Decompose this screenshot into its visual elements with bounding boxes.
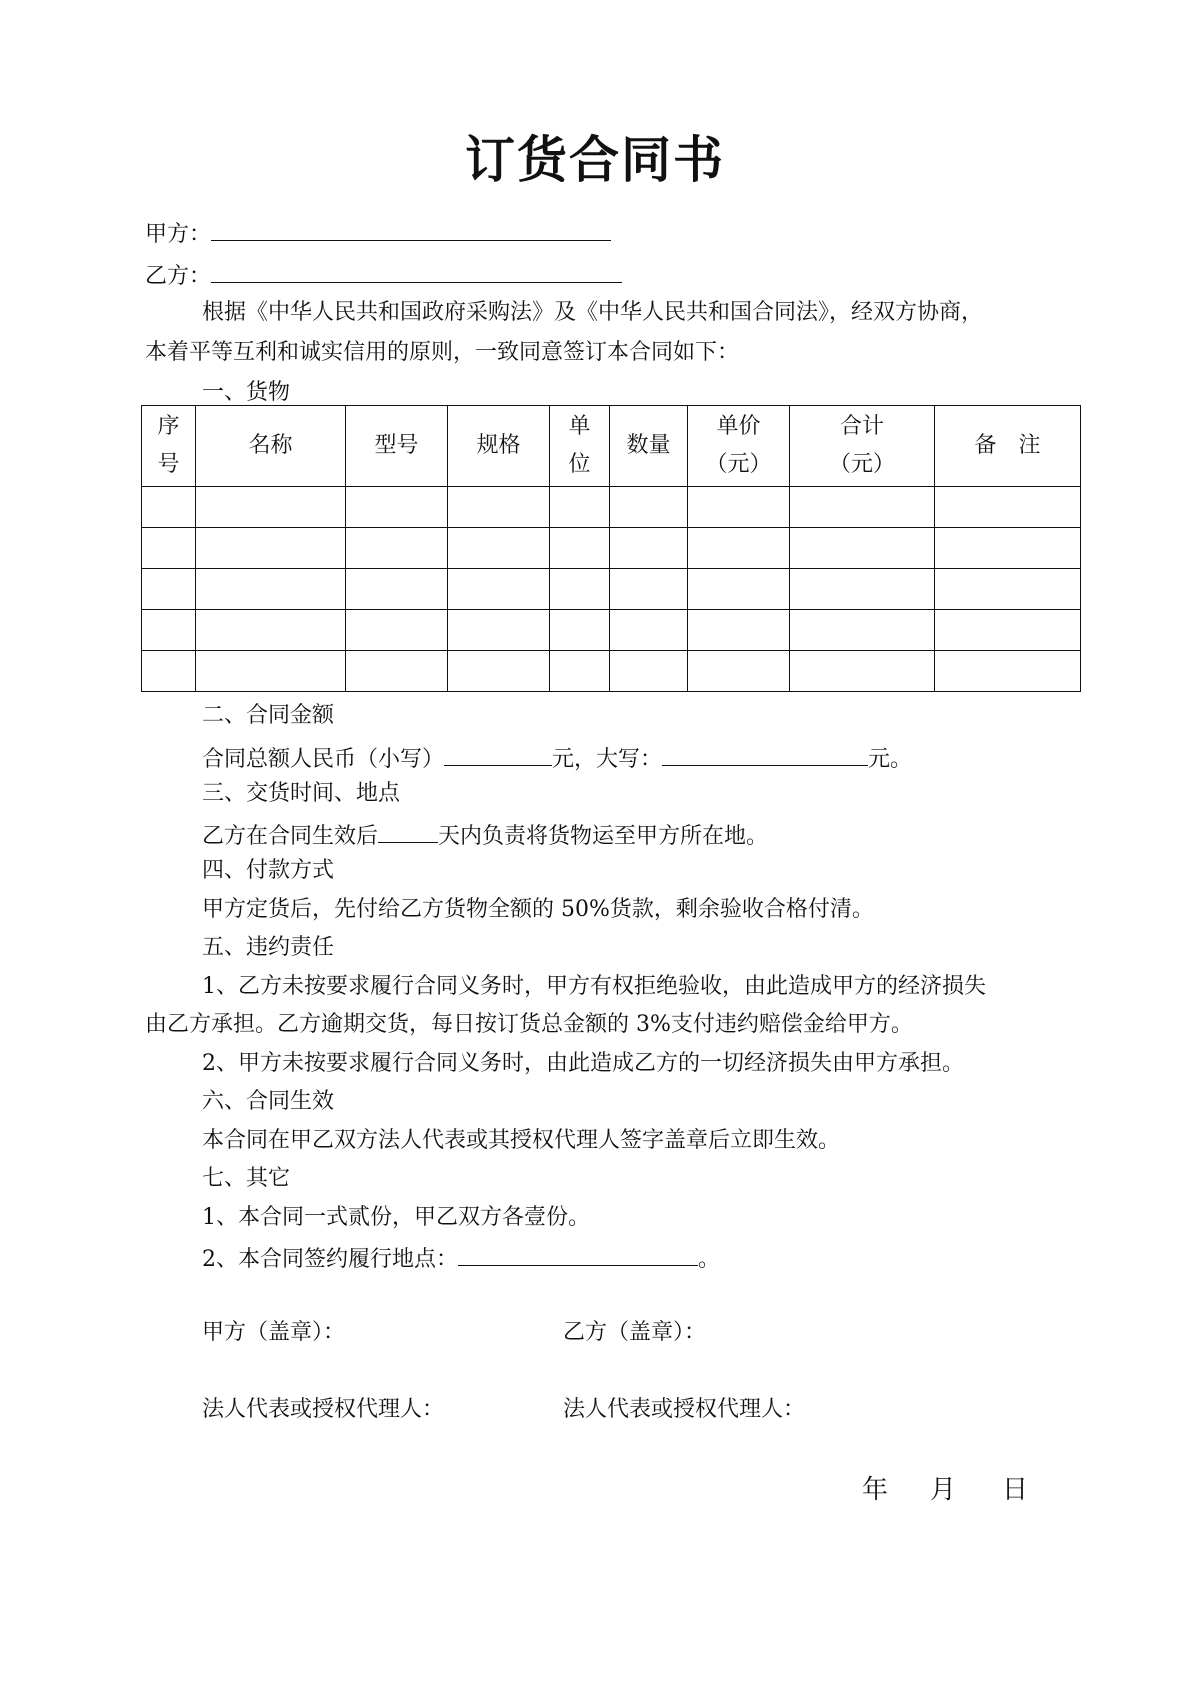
amount-words-field[interactable] <box>662 745 868 766</box>
table-cell[interactable] <box>448 487 550 528</box>
table-cell[interactable] <box>610 610 688 651</box>
header-price: 单价 （元） <box>688 406 790 487</box>
party-b-field[interactable] <box>211 262 622 283</box>
party-a-label: 甲方： <box>145 222 212 247</box>
delivery-days-field[interactable] <box>378 822 438 843</box>
intro-line-1: 根据《中华人民共和国政府采购法》及《中华人民共和国合同法》，经双方协商， <box>202 300 984 325</box>
table-cell[interactable] <box>196 651 346 692</box>
date-month-label: 月 <box>930 1475 957 1505</box>
other-clause-1: 1、本合同一式贰份，甲乙双方各壹份。 <box>202 1205 590 1230</box>
table-cell[interactable] <box>550 651 610 692</box>
delivery-line <box>202 822 768 848</box>
delivery-prefix: 乙方在合同生效后 <box>202 824 379 849</box>
breach-clause-2: 2、甲方未按要求履行合同义务时，由此造成乙方的一切经济损失由甲方承担。 <box>202 1051 964 1076</box>
other-clause-2-suffix: 。 <box>698 1247 721 1272</box>
table-cell[interactable] <box>550 569 610 610</box>
table-cell[interactable] <box>790 610 935 651</box>
intro-line-2: 本着平等互利和诚实信用的原则，一致同意签订本合同如下： <box>145 340 740 365</box>
table-cell[interactable] <box>790 487 935 528</box>
table-cell[interactable] <box>790 651 935 692</box>
payment-text: 甲方定货后，先付给乙方货物全额的 50%货款，剩余验收合格付清。 <box>202 897 874 922</box>
section-goods-title: 一、货物 <box>202 380 291 405</box>
document-title: 订货合同书 <box>465 130 725 189</box>
table-cell[interactable] <box>448 651 550 692</box>
table-cell[interactable] <box>346 651 448 692</box>
table-cell[interactable] <box>550 528 610 569</box>
effect-text: 本合同在甲乙双方法人代表或其授权代理人签字盖章后立即生效。 <box>202 1128 841 1153</box>
table-cell[interactable] <box>448 528 550 569</box>
table-cell[interactable] <box>610 487 688 528</box>
breach-clause-1-line-1: 1、乙方未按要求履行合同义务时，甲方有权拒绝验收，由此造成甲方的经济损失 <box>202 974 986 999</box>
goods-table <box>141 405 1081 692</box>
section-effect-title: 六、合同生效 <box>202 1089 335 1114</box>
table-cell[interactable] <box>448 569 550 610</box>
table-row <box>142 528 1081 569</box>
other-clause-2 <box>202 1245 720 1271</box>
table-row <box>142 651 1081 692</box>
date-year-label: 年 <box>862 1475 889 1505</box>
table-cell[interactable] <box>448 610 550 651</box>
table-cell[interactable] <box>610 651 688 692</box>
section-delivery-title: 三、交货时间、地点 <box>202 781 401 806</box>
amount-line <box>202 745 912 771</box>
table-cell[interactable] <box>346 569 448 610</box>
table-cell[interactable] <box>196 610 346 651</box>
header-model: 型号 <box>346 406 448 487</box>
amount-prefix: 合同总额人民币（小写） <box>202 747 445 772</box>
table-cell[interactable] <box>688 610 790 651</box>
table-cell[interactable] <box>688 487 790 528</box>
header-total: 合计 （元） <box>790 406 935 487</box>
party-a-line <box>145 220 611 246</box>
table-cell[interactable] <box>196 569 346 610</box>
table-cell[interactable] <box>346 487 448 528</box>
header-qty: 数量 <box>610 406 688 487</box>
table-cell[interactable] <box>550 610 610 651</box>
table-cell[interactable] <box>790 528 935 569</box>
table-cell[interactable] <box>688 569 790 610</box>
party-b-representative-label: 法人代表或授权代理人： <box>563 1397 806 1422</box>
table-cell[interactable] <box>346 610 448 651</box>
table-cell[interactable] <box>196 487 346 528</box>
table-cell[interactable] <box>790 569 935 610</box>
section-breach-title: 五、违约责任 <box>202 935 335 960</box>
section-amount-title: 二、合同金额 <box>202 703 335 728</box>
table-cell[interactable] <box>688 651 790 692</box>
other-clause-2-prefix: 2、本合同签约履行地点： <box>202 1247 458 1272</box>
party-a-seal-label: 甲方（盖章）： <box>202 1320 346 1345</box>
table-cell[interactable] <box>935 610 1081 651</box>
table-header-row <box>142 406 1081 487</box>
table-row <box>142 610 1081 651</box>
amount-mid: 元，大写： <box>552 747 663 772</box>
header-spec: 规格 <box>448 406 550 487</box>
table-cell[interactable] <box>346 528 448 569</box>
party-b-line <box>145 262 622 288</box>
header-remark: 备 注 <box>935 406 1081 487</box>
table-cell[interactable] <box>142 569 196 610</box>
table-cell[interactable] <box>142 528 196 569</box>
amount-numeric-field[interactable] <box>444 745 552 766</box>
breach-clause-1-line-2: 由乙方承担。乙方逾期交货，每日按订货总金额的 3%支付违约赔偿金给甲方。 <box>145 1012 913 1037</box>
header-name: 名称 <box>196 406 346 487</box>
date-day-label: 日 <box>1002 1475 1029 1505</box>
signing-place-field[interactable] <box>458 1245 698 1266</box>
table-cell[interactable] <box>935 528 1081 569</box>
table-cell[interactable] <box>935 487 1081 528</box>
party-b-seal-label: 乙方（盖章）： <box>563 1320 707 1345</box>
table-cell[interactable] <box>142 610 196 651</box>
table-row <box>142 487 1081 528</box>
table-cell[interactable] <box>688 528 790 569</box>
table-row <box>142 569 1081 610</box>
table-cell[interactable] <box>610 569 688 610</box>
header-seq: 序 号 <box>142 406 196 487</box>
table-cell[interactable] <box>142 651 196 692</box>
section-payment-title: 四、付款方式 <box>202 858 335 883</box>
party-a-representative-label: 法人代表或授权代理人： <box>202 1397 445 1422</box>
table-cell[interactable] <box>196 528 346 569</box>
table-cell[interactable] <box>935 651 1081 692</box>
section-other-title: 七、其它 <box>202 1166 291 1191</box>
party-a-field[interactable] <box>211 220 611 241</box>
table-cell[interactable] <box>935 569 1081 610</box>
table-cell[interactable] <box>550 487 610 528</box>
delivery-suffix: 天内负责将货物运至甲方所在地。 <box>438 824 769 849</box>
table-cell[interactable] <box>610 528 688 569</box>
amount-suffix: 元。 <box>868 747 913 772</box>
party-b-label: 乙方： <box>145 264 212 289</box>
table-cell[interactable] <box>142 487 196 528</box>
header-unit: 单 位 <box>550 406 610 487</box>
